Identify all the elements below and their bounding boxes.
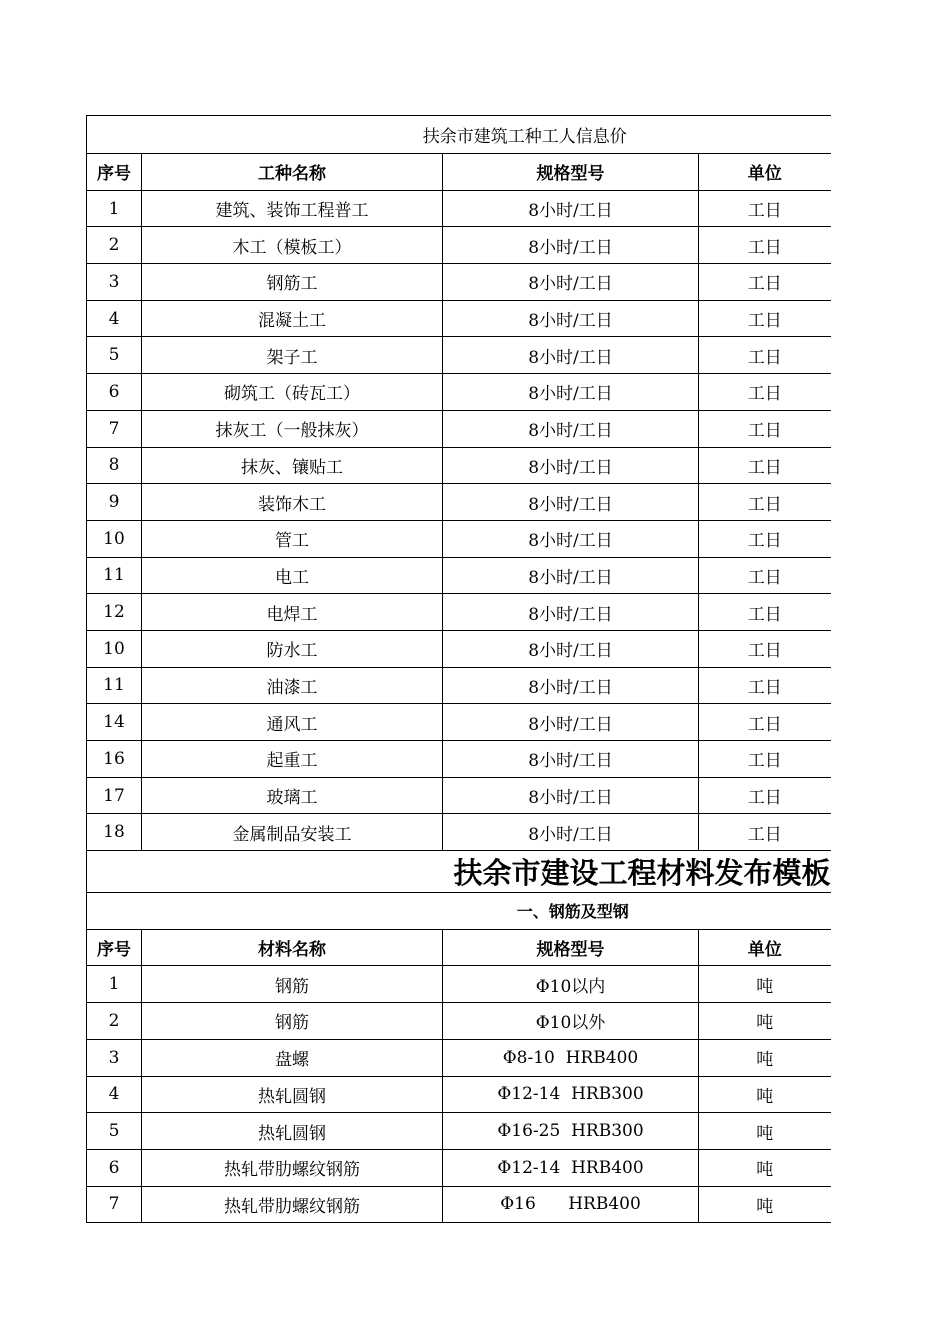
labor-cell-spec: 8小时/工日 [443,264,699,301]
labor-cell-unit: 工日 [699,814,831,851]
labor-row [87,557,831,594]
labor-cell-name: 混凝土工 [142,300,443,337]
materials-cell-no: 7 [87,1186,142,1223]
labor-cell-unit: 工日 [699,630,831,667]
labor-cell-no: 16 [87,741,142,778]
labor-cell-unit: 工日 [699,557,831,594]
labor-cell-no: 5 [87,337,142,374]
materials-row [87,1039,831,1076]
materials-cell-name: 热轧带肋螺纹钢筋 [142,1149,443,1186]
materials-cell-spec: Φ12-14 HRB400 [443,1149,699,1186]
labor-cell-spec: 8小时/工日 [443,374,699,411]
materials-cell-unit: 吨 [699,1113,831,1150]
materials-cell-no: 2 [87,1003,142,1040]
labor-cell-no: 3 [87,264,142,301]
labor-cell-name: 架子工 [142,337,443,374]
labor-cell-unit: 工日 [699,374,831,411]
labor-row [87,264,831,301]
materials-row [87,1149,831,1186]
labor-cell-no: 18 [87,814,142,851]
labor-cell-name: 金属制品安装工 [142,814,443,851]
labor-header-unit: 单位 [699,154,831,191]
materials-cell-spec: Φ16 HRB400 [443,1186,699,1223]
labor-cell-unit: 工日 [699,704,831,741]
labor-row [87,447,831,484]
labor-row [87,484,831,521]
labor-cell-no: 10 [87,520,142,557]
materials-row [87,1113,831,1150]
materials-cell-name: 热轧带肋螺纹钢筋 [142,1186,443,1223]
labor-cell-no: 1 [87,190,142,227]
labor-row [87,300,831,337]
labor-row [87,777,831,814]
materials-cell-spec: Φ12-14 HRB300 [443,1076,699,1113]
labor-header-name: 工种名称 [142,154,443,191]
materials-section-row [87,893,831,930]
materials-cell-name: 热轧圆钢 [142,1076,443,1113]
materials-header-spec: 规格型号 [443,929,699,966]
labor-cell-spec: 8小时/工日 [443,484,699,521]
materials-cell-name: 盘螺 [142,1039,443,1076]
labor-cell-no: 4 [87,300,142,337]
materials-row [87,1003,831,1040]
labor-row [87,227,831,264]
labor-cell-spec: 8小时/工日 [443,594,699,631]
labor-cell-name: 钢筋工 [142,264,443,301]
materials-cell-no: 4 [87,1076,142,1113]
materials-cell-unit: 吨 [699,1149,831,1186]
materials-cell-name: 钢筋 [142,1003,443,1040]
labor-row [87,814,831,851]
labor-cell-no: 14 [87,704,142,741]
labor-cell-no: 6 [87,374,142,411]
labor-header-spec: 规格型号 [443,154,699,191]
labor-cell-spec: 8小时/工日 [443,337,699,374]
labor-cell-unit: 工日 [699,594,831,631]
labor-cell-name: 通风工 [142,704,443,741]
labor-cell-spec: 8小时/工日 [443,630,699,667]
price-sheet [86,115,830,1223]
labor-cell-spec: 8小时/工日 [443,777,699,814]
materials-header-no: 序号 [87,929,142,966]
labor-cell-no: 9 [87,484,142,521]
materials-cell-no: 6 [87,1149,142,1186]
labor-cell-spec: 8小时/工日 [443,667,699,704]
materials-cell-name: 钢筋 [142,966,443,1003]
labor-header-row [87,154,831,191]
labor-cell-spec: 8小时/工日 [443,227,699,264]
materials-cell-spec: Φ10以外 [443,1003,699,1040]
labor-cell-name: 抹灰工（一般抹灰） [142,410,443,447]
materials-cell-unit: 吨 [699,1039,831,1076]
materials-cell-name: 热轧圆钢 [142,1113,443,1150]
labor-cell-spec: 8小时/工日 [443,814,699,851]
labor-cell-unit: 工日 [699,741,831,778]
labor-cell-no: 7 [87,410,142,447]
labor-cell-name: 防水工 [142,630,443,667]
labor-cell-unit: 工日 [699,777,831,814]
labor-cell-spec: 8小时/工日 [443,520,699,557]
labor-row [87,630,831,667]
labor-cell-name: 玻璃工 [142,777,443,814]
labor-cell-name: 砌筑工（砖瓦工） [142,374,443,411]
materials-cell-no: 3 [87,1039,142,1076]
labor-cell-name: 装饰木工 [142,484,443,521]
materials-cell-unit: 吨 [699,1003,831,1040]
labor-cell-unit: 工日 [699,484,831,521]
materials-cell-no: 1 [87,966,142,1003]
labor-cell-no: 10 [87,630,142,667]
materials-cell-spec: Φ10以内 [443,966,699,1003]
labor-cell-unit: 工日 [699,300,831,337]
labor-cell-unit: 工日 [699,447,831,484]
materials-cell-unit: 吨 [699,1076,831,1113]
labor-row [87,190,831,227]
labor-cell-spec: 8小时/工日 [443,410,699,447]
labor-row [87,520,831,557]
materials-title: 扶余市建设工程材料发布模板 [87,851,831,893]
materials-row [87,1076,831,1113]
labor-cell-unit: 工日 [699,264,831,301]
labor-cell-spec: 8小时/工日 [443,557,699,594]
labor-row [87,667,831,704]
materials-header-row [87,929,831,966]
labor-cell-name: 管工 [142,520,443,557]
labor-title: 扶余市建筑工种工人信息价 [422,127,627,147]
materials-title-row [87,851,831,893]
materials-header-name: 材料名称 [142,929,443,966]
labor-cell-name: 木工（模板工） [142,227,443,264]
materials-header-unit: 单位 [699,929,831,966]
labor-cell-unit: 工日 [699,520,831,557]
labor-row [87,337,831,374]
labor-cell-name: 油漆工 [142,667,443,704]
labor-cell-name: 建筑、装饰工程普工 [142,190,443,227]
price-table [86,115,831,1223]
labor-cell-unit: 工日 [699,337,831,374]
materials-cell-unit: 吨 [699,966,831,1003]
labor-row [87,741,831,778]
labor-cell-spec: 8小时/工日 [443,447,699,484]
labor-cell-unit: 工日 [699,190,831,227]
labor-cell-no: 11 [87,667,142,704]
materials-cell-unit: 吨 [699,1186,831,1223]
labor-row [87,704,831,741]
labor-cell-spec: 8小时/工日 [443,190,699,227]
materials-cell-no: 5 [87,1113,142,1150]
labor-cell-no: 12 [87,594,142,631]
materials-cell-spec: Φ16-25 HRB300 [443,1113,699,1150]
labor-row [87,374,831,411]
labor-cell-unit: 工日 [699,410,831,447]
labor-header-no: 序号 [87,154,142,191]
labor-cell-unit: 工日 [699,227,831,264]
labor-cell-unit: 工日 [699,667,831,704]
labor-row [87,410,831,447]
price-table-body [87,116,831,1223]
materials-section-title: 一、钢筋及型钢 [516,902,629,922]
materials-section-cell [87,893,831,930]
labor-cell-no: 17 [87,777,142,814]
labor-cell-no: 8 [87,447,142,484]
labor-cell-spec: 8小时/工日 [443,741,699,778]
materials-cell-spec: Φ8-10 HRB400 [443,1039,699,1076]
materials-row [87,1186,831,1223]
labor-row [87,594,831,631]
labor-cell-name: 电焊工 [142,594,443,631]
labor-cell-no: 11 [87,557,142,594]
labor-cell-spec: 8小时/工日 [443,300,699,337]
labor-cell-no: 2 [87,227,142,264]
labor-cell-name: 电工 [142,557,443,594]
labor-cell-name: 抹灰、镶贴工 [142,447,443,484]
labor-cell-spec: 8小时/工日 [443,704,699,741]
labor-cell-name: 起重工 [142,741,443,778]
labor-title-row [87,116,831,154]
labor-title-cell [87,116,831,154]
materials-row [87,966,831,1003]
